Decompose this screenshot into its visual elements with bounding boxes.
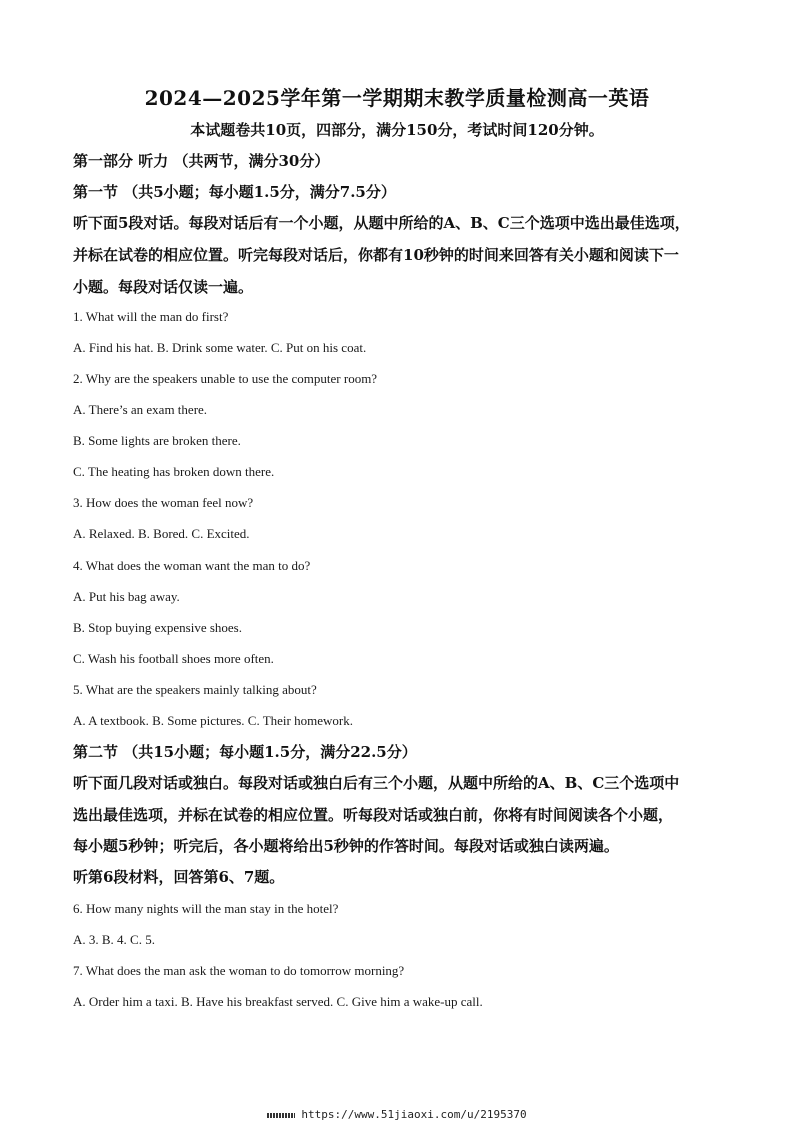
- question-4-option-b: B. Stop buying expensive shoes.: [73, 620, 242, 635]
- watermark-icon: [267, 1113, 295, 1118]
- question-5: 5. What are the speakers mainly talking about?: [73, 682, 317, 697]
- section2-instruction-line: 听下面几段对话或独白。每段对话或独白后有三个小题，从题中所给的A、B、C三个选项中: [73, 774, 680, 792]
- question-3: 3. How does the woman feel now?: [73, 495, 254, 510]
- section2-instruction-line: 选出最佳选项，并标在试卷的相应位置。听每段对话或独白前，你将有时间阅读各个小题，: [73, 806, 674, 824]
- question-5-options: A. A textbook. B. Some pictures. C. Their homework.: [73, 713, 353, 728]
- question-4: 4. What does the woman want the man to do?: [73, 558, 311, 573]
- question-2: 2. Why are the speakers unable to use the computer room?: [73, 371, 378, 386]
- question-2-option-a: A. There’s an exam there.: [73, 402, 208, 417]
- question-4-option-c: C. Wash his football shoes more often.: [73, 651, 274, 666]
- question-2-option-c: C. The heating has broken down there.: [73, 464, 275, 479]
- question-6: 6. How many nights will the man stay in the hotel?: [73, 901, 339, 916]
- section2-heading: 第二节 （共15小题；每小题1.5分，满分22.5分）: [73, 743, 417, 761]
- section2-instruction-line: 每小题5秒钟；听完后，各小题将给出5秒钟的作答时间。每段对话或独白读两遍。: [73, 837, 619, 855]
- footer-url-link[interactable]: https://www.51jiaoxi.com/u/2195370: [301, 1108, 527, 1121]
- section1-instruction-line: 并标在试卷的相应位置。听完每段对话后，你都有10秒钟的时间来回答有关小题和阅读下一: [73, 246, 679, 264]
- question-7-options: A. Order him a taxi. B. Have his breakfast served. C. Give him a wake-up call.: [73, 994, 483, 1009]
- question-1: 1. What will the man do first?: [73, 309, 229, 324]
- material-6-heading: 听第6段材料，回答第6、7题。: [73, 868, 285, 886]
- question-6-options: A. 3. B. 4. C. 5.: [73, 932, 155, 947]
- question-4-option-a: A. Put his bag away.: [73, 589, 180, 604]
- section1-instruction-line: 听下面5段对话。每段对话后有一个小题，从题中所给的A、B、C三个选项中选出最佳选项，: [73, 214, 690, 232]
- part1-heading: 第一部分 听力 （共两节，满分30分）: [73, 152, 330, 170]
- exam-subtitle: 本试题卷共10页，四部分，满分150分，考试时间120分钟。: [190, 121, 604, 139]
- question-7: 7. What does the man ask the woman to do tomorrow morning?: [73, 963, 405, 978]
- section1-instruction-line: 小题。每段对话仅读一遍。: [73, 278, 254, 296]
- question-1-options: A. Find his hat. B. Drink some water. C. Put on his coat.: [73, 340, 367, 355]
- section1-heading: 第一节 （共5小题；每小题1.5分，满分7.5分）: [73, 183, 396, 201]
- question-3-options: A. Relaxed. B. Bored. C. Excited.: [73, 526, 250, 541]
- question-2-option-b: B. Some lights are broken there.: [73, 433, 241, 448]
- page-footer: [0, 1108, 794, 1121]
- exam-title: 2024—2025学年第一学期期末教学质量检测高一英语: [144, 86, 650, 110]
